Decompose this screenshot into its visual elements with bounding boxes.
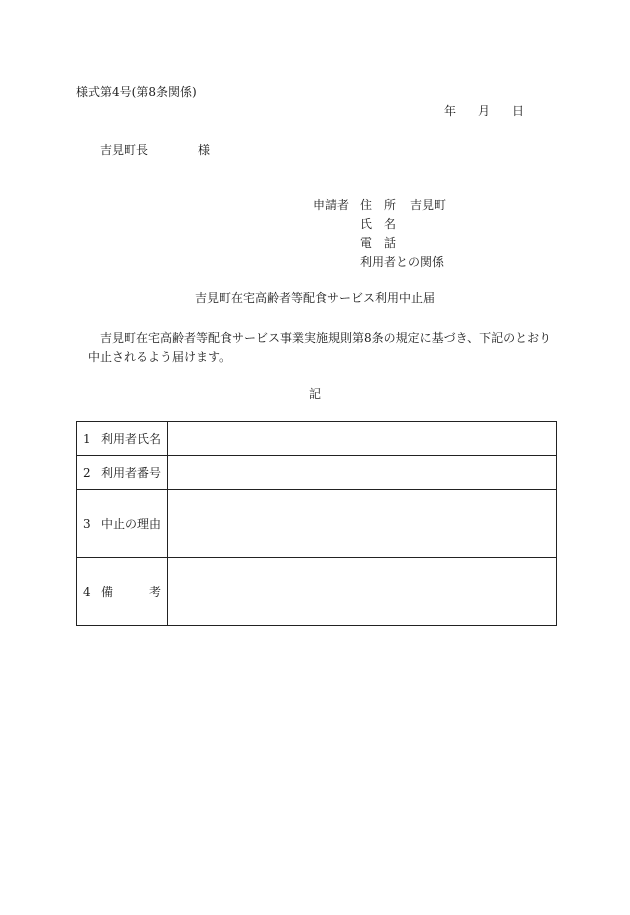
- ki-text: 記: [308, 387, 321, 401]
- item-label-cell: [77, 422, 168, 456]
- item-number: 3: [83, 517, 91, 531]
- addressee: [100, 144, 210, 156]
- applicant-phone-row: [360, 237, 396, 249]
- address-value: 吉見町: [410, 198, 447, 212]
- date-month: 月: [478, 104, 491, 118]
- name-label-2: 名: [384, 217, 397, 231]
- item-number: 1: [83, 432, 91, 446]
- applicant-address-row: [360, 199, 446, 211]
- item-label-part-1: 備: [101, 585, 114, 599]
- item-label-cell: [77, 558, 168, 626]
- item-label: 中止の理由: [101, 517, 162, 531]
- table-row: [77, 490, 557, 558]
- form-number: 様式第4号(第8条関係): [76, 85, 197, 99]
- addressee-honorific: 様: [198, 143, 211, 157]
- relation-label: 利用者との関係: [360, 255, 445, 269]
- ki-heading: [0, 388, 630, 400]
- applicant-relation-row: [360, 256, 444, 268]
- item-number: 4: [83, 585, 91, 599]
- body-line-2: 中止されるよう届けます。: [88, 350, 232, 364]
- remarks-field[interactable]: [168, 558, 557, 626]
- item-label-cell: [77, 490, 168, 558]
- date-year: 年: [444, 104, 457, 118]
- date-line: [444, 105, 524, 117]
- table-row: [77, 422, 557, 456]
- user-number-field[interactable]: [168, 456, 557, 490]
- item-label: 利用者氏名: [101, 432, 162, 446]
- cancel-reason-field[interactable]: [168, 490, 557, 558]
- table-row: [77, 456, 557, 490]
- body-text: [88, 329, 558, 367]
- phone-label-2: 話: [384, 236, 397, 250]
- item-label-part-2: 考: [149, 585, 162, 599]
- addressee-name: 吉見町長: [100, 143, 149, 157]
- applicant-label: 申請者: [313, 198, 350, 212]
- address-label-2: 所: [384, 198, 397, 212]
- item-label-cell: [77, 456, 168, 490]
- name-label-1: 氏: [360, 217, 373, 231]
- applicant-name-row: [360, 218, 396, 230]
- address-label-1: 住: [360, 198, 373, 212]
- document-title: 吉見町在宅高齢者等配食サービス利用中止届: [194, 291, 435, 305]
- items-table: [76, 421, 557, 626]
- table-row: [77, 558, 557, 626]
- user-name-field[interactable]: [168, 422, 557, 456]
- date-day: 日: [512, 104, 525, 118]
- item-number: 2: [83, 466, 91, 480]
- item-label: 利用者番号: [101, 466, 162, 480]
- body-line-1: 吉見町在宅高齢者等配食サービス事業実施規則第8条の規定に基づき、下記のとおり: [100, 331, 552, 345]
- phone-label-1: 電: [360, 236, 373, 250]
